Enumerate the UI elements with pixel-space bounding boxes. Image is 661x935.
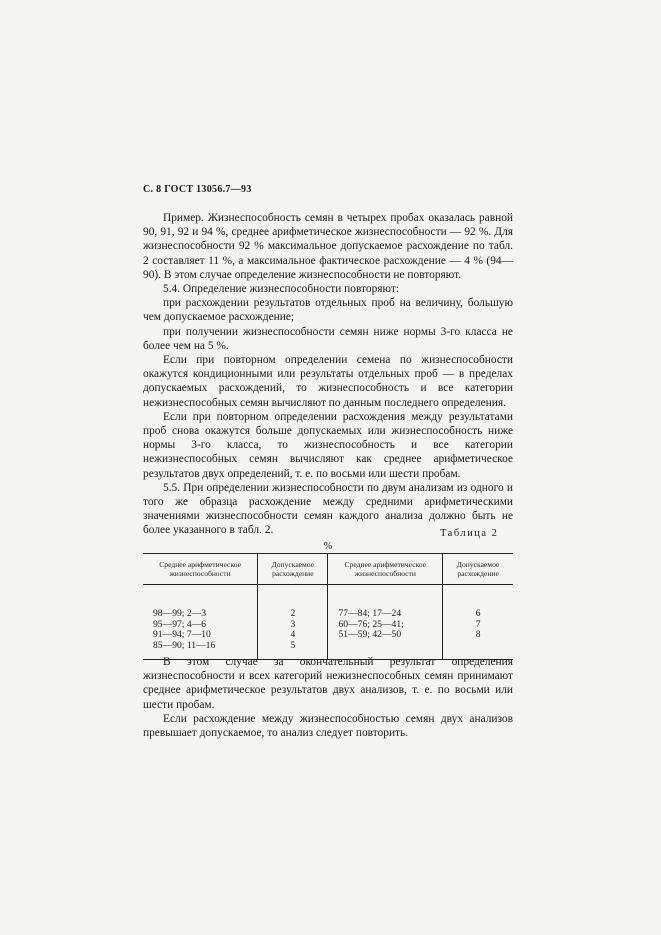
- header-mean-2: Среднее арифметическое жизнеспособности: [328, 554, 443, 585]
- table-cell: 4: [290, 629, 296, 640]
- table-cell: 7: [475, 618, 481, 630]
- body-text-top: [143, 211, 513, 538]
- table-cell: 3: [290, 618, 296, 630]
- table-cell: 60—76; 25—41;: [338, 618, 404, 630]
- column-mean-2: [328, 585, 443, 660]
- table-cell: 91—94; 7—10: [153, 629, 211, 640]
- table-cell: 77—84; 17—24: [338, 608, 402, 619]
- table-cell: 95—97; 4—6: [153, 618, 207, 630]
- paragraph-repeat-analysis: Если расхождение между жизнеспособностью семян двух анализов превышает допускаемое, то анализ следует повторить.: [143, 712, 513, 740]
- table-cell: 2: [290, 608, 296, 619]
- body-text-bottom: [143, 655, 513, 740]
- paragraph-5-5: 5.5. При определении жизнеспособности по двум анализам из одного и того же образца расхождение между средними арифметическими значениями жизнеспособности семян каждого анализа должно быть не более указанного в табл. 2.: [143, 481, 513, 537]
- column-tolerance-2: [443, 585, 513, 660]
- paragraph-example: Пример. Жизнеспособность семян в четырех пробах оказалась равной 90, 91, 92 и 94 %, среднее арифметическое жизнеспособности — 92 %. Для жизнеспособности 92 % максимальное допускаемое расхождение по табл. 2 составляет 11 %, а максимальное фактическое расхождение — 4 % (94—90). В этом случае определение жизнеспособности не повторяют.: [143, 212, 513, 281]
- tolerance-table: [143, 541, 513, 660]
- paragraph-repeat-condition-2: при получении жизнеспособности семян ниже нормы 3-го класса не более чем на 5 %.: [143, 325, 513, 352]
- paragraph-5-4: 5.4. Определение жизнеспособности повторяют:: [163, 283, 400, 296]
- table-caption: Таблица 2: [440, 528, 499, 539]
- page-header: С. 8 ГОСТ 13056.7—93: [143, 184, 252, 195]
- table-cell: 5: [290, 639, 296, 651]
- column-tolerance-1: [258, 585, 328, 660]
- header-mean-1: Среднее арифметическое жизнеспособности: [143, 554, 258, 585]
- column-mean-1: [143, 585, 258, 660]
- paragraph-repeat-condition-1: при расхождении результатов отдельных проб на величину, большую чем допускаемое расхождение;: [143, 297, 513, 324]
- header-tolerance-2: Допускаемое расхождение: [443, 554, 513, 585]
- header-tolerance-1: Допускаемое расхождение: [258, 554, 328, 585]
- table-cell: 8: [475, 629, 481, 640]
- table-cell: 6: [475, 608, 481, 619]
- table-cell: 85—90; 11—16: [153, 639, 216, 651]
- table-cell: 51—59; 42—50: [338, 629, 402, 640]
- paragraph-repeated-differences: Если при повторном определении расхождения между результатами проб снова окажутся больше допускаемых или жизнеспособность ниже нормы 3-го класса, то жизнеспособность и все категории нежизнеспособных семян вычисляют как среднее арифметическое результатов двух определений, т. е. по восьми или шести пробам.: [143, 410, 513, 480]
- table-unit: %: [143, 541, 513, 554]
- paragraph-final-result: В этом случае за окончательный результат определения жизнеспособности и всех категорий нежизнеспособных семян принимают среднее арифметическое результатов двух анализов, т. е. по восьми или шести пробам.: [143, 656, 513, 711]
- table-cell: 98—99; 2—3: [153, 608, 207, 619]
- paragraph-conditioned: Если при повторном определении семена по жизнеспособности окажутся кондиционными или результаты отдельных проб — в пределах допускаемых расхождений, то жизнеспособность и все категории нежизнеспособных семян вычисляют по данным последнего определения.: [143, 354, 513, 409]
